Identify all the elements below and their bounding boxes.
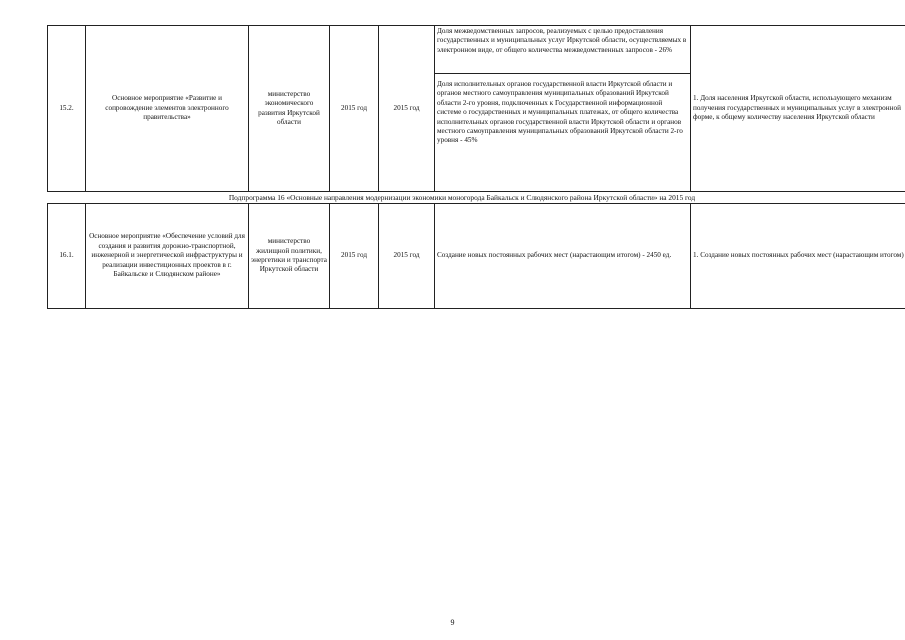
- start-year: 2015 год: [330, 26, 379, 192]
- subprogram-title: Подпрограмма 16 «Основные направления модернизации экономики моногорода Байкальск и Слюдянского района Иркутской области» на 2015 год: [228, 193, 696, 202]
- target-indicator: 1. Создание новых постоянных рабочих мест (нарастающим итогом): [691, 204, 905, 309]
- indicator: Создание новых постоянных рабочих мест (нарастающим итогом) - 2450 ед.: [435, 204, 691, 309]
- row-number: 16.1.: [48, 204, 86, 309]
- executor: министерство экономического развития Иркутской области: [249, 26, 330, 192]
- target-indicator: 1. Доля населения Иркутской области, использующего механизм получения государственных и муниципальных услуг в электронной форме, к общему количеству населения Иркутской области: [691, 26, 905, 192]
- table-row: [48, 26, 905, 192]
- table-16-1: [47, 203, 905, 309]
- indicators-cell: [435, 26, 691, 192]
- start-year: 2015 год: [330, 204, 379, 309]
- page-number: 9: [450, 618, 455, 627]
- end-year: 2015 год: [379, 26, 435, 192]
- event-name: Основное мероприятие «Развитие и сопровождение элементов электронного правительства»: [86, 26, 249, 192]
- end-year: 2015 год: [379, 204, 435, 309]
- indicator-1: Доля межведомственных запросов, реализуемых с целью предоставления государственных и муниципальных услуг Иркутской области, осуществляемых в электронном виде, от общего количества межведомственных запросов - 26%: [437, 27, 687, 54]
- row-number: 15.2.: [48, 26, 86, 192]
- table-row: [48, 204, 905, 309]
- event-name: Основное мероприятие «Обеспечение условий для создания и развития дорожно-транспортной, инженерной и энергетической инфраструктуры и реализации инвестиционных проектов в г. Байкальске и Слюдянском районе»: [86, 204, 249, 309]
- indicator-2: Доля исполнительных органов государственной власти Иркутской области и органов местного самоуправления муниципальных образований Иркутской области 2-го уровня, подключенных к Государственной информационной системе о государственных и муниципальных платежах, от общего количества исполнительных органов государственной власти Иркутской области и органов местного самоуправления муниципальных образований Иркутской области 2-го уровня - 45%: [435, 73, 690, 147]
- executor: министерство жилищной политики, энергетики и транспорта Иркутской области: [249, 204, 330, 309]
- table-15-2: [47, 25, 905, 192]
